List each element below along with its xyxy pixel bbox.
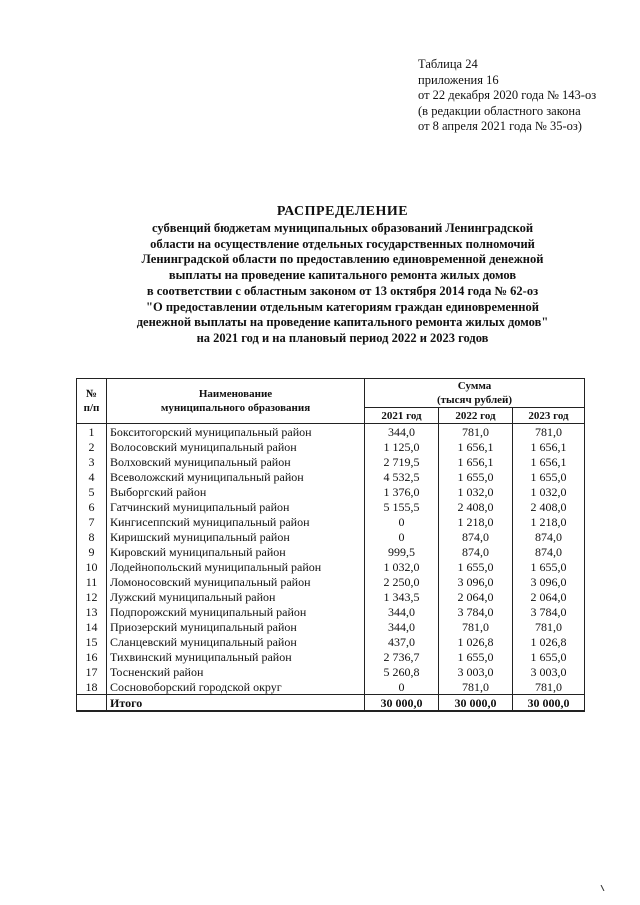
col-year-2022: 2022 год [439,408,513,424]
value-2021: 1 125,0 [365,439,439,454]
value-2021: 0 [365,679,439,695]
row-number: 16 [77,649,107,664]
value-2023: 1 655,0 [513,649,585,664]
row-number: 10 [77,559,107,574]
value-2023: 1 218,0 [513,514,585,529]
value-2021: 344,0 [365,619,439,634]
value-2021: 0 [365,529,439,544]
table-row [77,544,585,559]
table-row [77,619,585,634]
subtitle-line: денежной выплаты на проведение капитального ремонта жилых домов" [136,315,549,330]
value-2023: 1 656,1 [513,439,585,454]
row-number: 5 [77,484,107,499]
value-2023: 1 655,0 [513,559,585,574]
value-2021: 4 532,5 [365,469,439,484]
municipality-name: Волосовский муниципальный район [107,439,365,454]
table-header [77,379,585,424]
municipality-name: Лужский муниципальный район [107,589,365,604]
col-sum-line: Сумма [457,380,492,392]
table-footer [77,695,585,712]
row-number: 11 [77,574,107,589]
value-2023: 781,0 [513,424,585,440]
value-2022: 3 096,0 [439,574,513,589]
row-number: 1 [77,424,107,440]
subtitle-line: "О предоставлении отдельным категориям граждан единовременной [146,299,539,314]
value-2022: 1 655,0 [439,559,513,574]
table-row [77,499,585,514]
value-2022: 1 026,8 [439,634,513,649]
col-number-header [77,379,107,424]
value-2021: 2 736,7 [365,649,439,664]
document-heading [60,203,625,347]
value-2022: 874,0 [439,529,513,544]
row-number: 17 [77,664,107,679]
value-2021: 1 032,0 [365,559,439,574]
table-row [77,484,585,499]
municipality-name: Сосновоборский городской округ [107,679,365,695]
value-2023: 2 408,0 [513,499,585,514]
subtitle-line: выплаты на проведение капитального ремонта жилых домов [168,268,517,283]
value-2022: 1 655,0 [439,649,513,664]
document-title: РАСПРЕДЕЛЕНИЕ [276,204,409,219]
table-row [77,529,585,544]
col-number-line: п/п [83,402,100,414]
col-sum-line: (тысяч рублей) [436,394,513,406]
value-2022: 1 655,0 [439,469,513,484]
row-number: 3 [77,454,107,469]
municipality-name: Гатчинский муниципальный район [107,499,365,514]
municipality-name: Бокситогорский муниципальный район [107,424,365,440]
total-row [77,695,585,712]
value-2022: 1 032,0 [439,484,513,499]
row-number: 4 [77,469,107,484]
row-number: 6 [77,499,107,514]
value-2021: 2 250,0 [365,574,439,589]
value-2021: 1 376,0 [365,484,439,499]
municipality-name: Ломоносовский муниципальный район [107,574,365,589]
col-year-2021: 2021 год [365,408,439,424]
value-2023: 3 096,0 [513,574,585,589]
row-number: 15 [77,634,107,649]
table-row [77,679,585,695]
appendix-reference [418,57,596,135]
municipality-name: Приозерский муниципальный район [107,619,365,634]
value-2022: 874,0 [439,544,513,559]
value-2023: 1 655,0 [513,469,585,484]
value-2022: 1 656,1 [439,439,513,454]
table-row [77,514,585,529]
total-label: Итого [107,695,365,712]
value-2021: 2 719,5 [365,454,439,469]
municipality-name: Кингисеппский муниципальный район [107,514,365,529]
col-name-line: муниципального образования [160,402,311,414]
value-2022: 781,0 [439,679,513,695]
total-2022: 30 000,0 [439,695,513,712]
value-2023: 3 784,0 [513,604,585,619]
value-2022: 2 408,0 [439,499,513,514]
document-subtitle [60,221,625,347]
table-row [77,574,585,589]
table-row [77,424,585,440]
value-2021: 999,5 [365,544,439,559]
value-2023: 1 656,1 [513,454,585,469]
col-name-header [107,379,365,424]
value-2023: 3 003,0 [513,664,585,679]
municipality-name: Выборгский район [107,484,365,499]
appendix-line: приложения 16 [418,72,499,87]
table-row [77,469,585,484]
municipality-name: Кировский муниципальный район [107,544,365,559]
value-2021: 437,0 [365,634,439,649]
appendix-line: от 22 декабря 2020 года № 143-оз [418,88,597,102]
municipality-name: Волховский муниципальный район [107,454,365,469]
total-2021: 30 000,0 [365,695,439,712]
value-2022: 1 656,1 [439,454,513,469]
value-2022: 1 218,0 [439,514,513,529]
table-row [77,634,585,649]
table-body [77,424,585,695]
row-number: 2 [77,439,107,454]
municipality-name: Лодейнопольский муниципальный район [107,559,365,574]
municipality-name: Киришский муниципальный район [107,529,365,544]
municipality-name: Сланцевский муниципальный район [107,634,365,649]
row-number: 13 [77,604,107,619]
row-number: 18 [77,679,107,695]
value-2022: 3 784,0 [439,604,513,619]
total-number-cell [77,695,107,712]
municipality-name: Подпорожский муниципальный район [107,604,365,619]
value-2021: 1 343,5 [365,589,439,604]
col-year-2023: 2023 год [513,408,585,424]
value-2023: 781,0 [513,679,585,695]
col-number-line: № [85,388,98,400]
page-mark-icon [600,885,605,891]
row-number: 7 [77,514,107,529]
value-2023: 2 064,0 [513,589,585,604]
row-number: 14 [77,619,107,634]
value-2022: 2 064,0 [439,589,513,604]
subtitle-line: субвенций бюджетам муниципальных образований Ленинградской [151,221,534,235]
table-row [77,604,585,619]
value-2021: 344,0 [365,424,439,440]
distribution-table [76,378,585,712]
value-2022: 781,0 [439,619,513,634]
value-2021: 344,0 [365,604,439,619]
value-2021: 5 260,8 [365,664,439,679]
value-2021: 0 [365,514,439,529]
col-sum-header [365,379,585,408]
table-row [77,589,585,604]
value-2023: 1 032,0 [513,484,585,499]
row-number: 9 [77,544,107,559]
appendix-line: от 8 апреля 2021 года № 35-оз) [418,119,582,133]
value-2023: 874,0 [513,544,585,559]
table-row [77,649,585,664]
total-2023: 30 000,0 [513,695,585,712]
value-2023: 1 026,8 [513,634,585,649]
appendix-line: (в редакции областного закона [418,103,581,118]
municipality-name: Всеволожский муниципальный район [107,469,365,484]
table-row [77,559,585,574]
col-name-line: Наименование [198,388,273,400]
subtitle-line: на 2021 год и на плановый период 2022 и 2023 годов [196,330,489,345]
table-row [77,454,585,469]
row-number: 12 [77,589,107,604]
value-2022: 781,0 [439,424,513,440]
value-2021: 5 155,5 [365,499,439,514]
row-number: 8 [77,529,107,544]
value-2023: 781,0 [513,619,585,634]
value-2022: 3 003,0 [439,664,513,679]
municipality-name: Тосненский район [107,664,365,679]
table-row [77,664,585,679]
table-row [77,439,585,454]
subtitle-line: Ленинградской области по предоставлению единовременной денежной [141,252,544,267]
subtitle-line: области на осуществление отдельных государственных полномочий [150,236,535,251]
appendix-line: Таблица 24 [418,57,478,71]
value-2023: 874,0 [513,529,585,544]
municipality-name: Тихвинский муниципальный район [107,649,365,664]
subtitle-line: в соответствии с областным законом от 13 октября 2014 года № 62-оз [146,283,539,298]
